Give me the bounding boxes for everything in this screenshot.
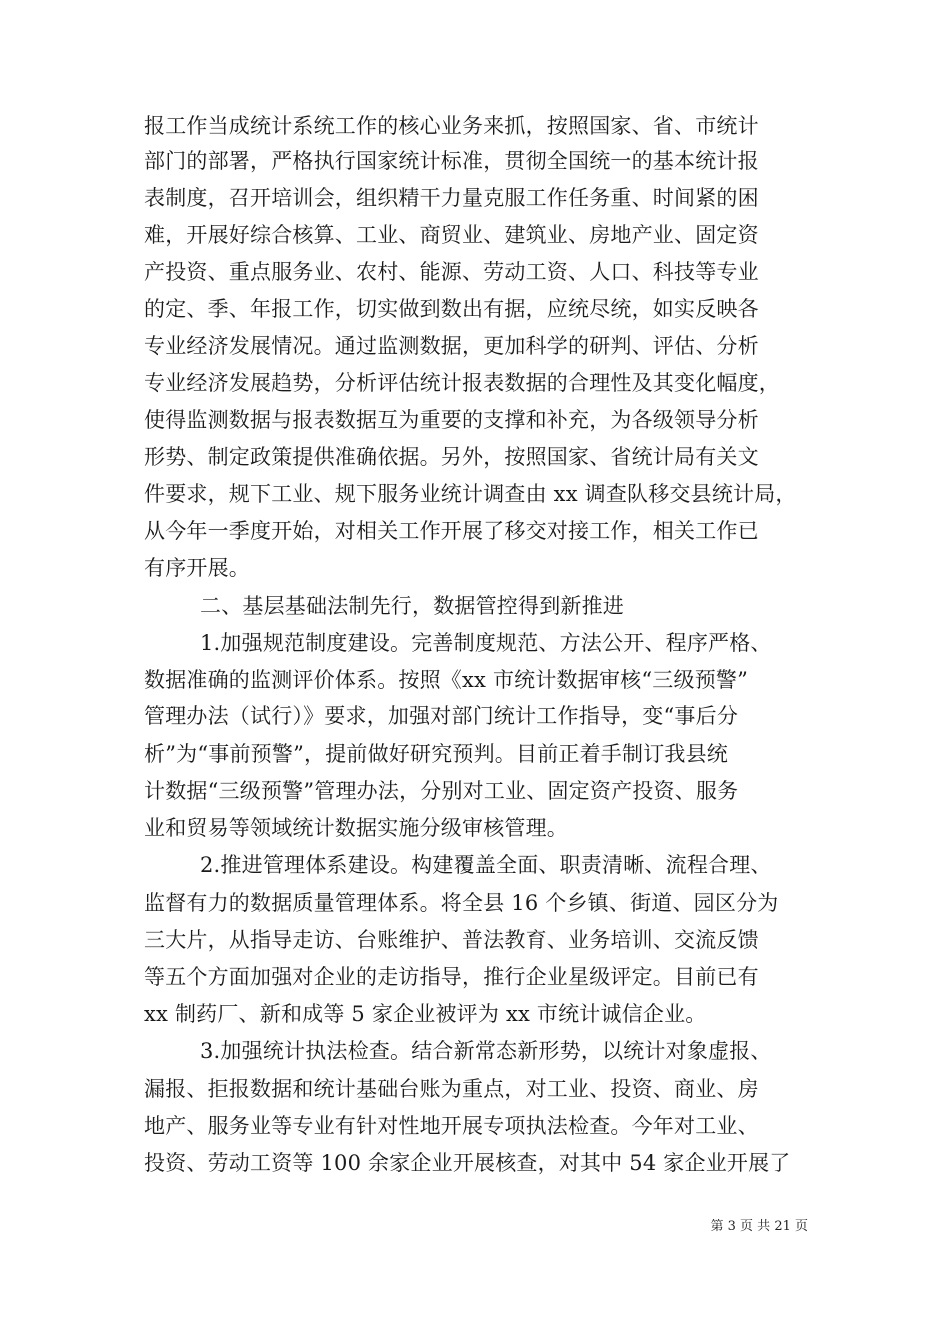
text-line: 1.加强规范制度建设。完善制度规范、方法公开、程序严格、 bbox=[200, 631, 772, 655]
text-line: 地产、服务业等专业有针对性地开展专项执法检查。今年对工业、 bbox=[144, 1114, 759, 1138]
text-line: 投资、劳动工资等 100 余家企业开展核查，对其中 54 家企业开展了 bbox=[144, 1151, 791, 1175]
text-line: 产投资、重点服务业、农村、能源、劳动工资、人口、科技等专业 bbox=[144, 260, 759, 284]
text-line: 析”为“事前预警”，提前做好研究预判。目前正着手制订我县统 bbox=[144, 742, 729, 766]
text-line: 的定、季、年报工作，切实做到数出有据，应统尽统，如实反映各 bbox=[144, 297, 759, 321]
text-line: 有序开展。 bbox=[144, 556, 250, 580]
text-line: 计数据“三级预警”管理办法，分别对工业、固定资产投资、服务 bbox=[144, 779, 739, 803]
text-line: 漏报、拒报数据和统计基础台账为重点，对工业、投资、商业、房 bbox=[144, 1077, 759, 1101]
text-line: 管理办法（试行）》要求，加强对部门统计工作指导，变“事后分 bbox=[144, 704, 739, 728]
text-line: 三大片，从指导走访、台账维护、普法教育、业务培训、交流反馈 bbox=[144, 928, 759, 952]
text-line: 报工作当成统计系统工作的核心业务来抓，按照国家、省、市统计 bbox=[144, 114, 759, 138]
text-line: 二、基层基础法制先行，数据管控得到新推进 bbox=[200, 594, 624, 618]
text-line: 部门的部署，严格执行国家统计标准，贯彻全国统一的基本统计报 bbox=[144, 149, 759, 173]
text-line: 等五个方面加强对企业的走访指导，推行企业星级评定。目前已有 bbox=[144, 965, 759, 989]
text-line: xx 制药厂、新和成等 5 家企业被评为 xx 市统计诚信企业。 bbox=[144, 1002, 707, 1026]
text-line: 监督有力的数据质量管理体系。将全县 16 个乡镇、街道、园区分为 bbox=[144, 891, 779, 915]
text-line: 业和贸易等领域统计数据实施分级审核管理。 bbox=[144, 816, 568, 840]
text-line: 表制度，召开培训会，组织精干力量克服工作任务重、时间紧的困 bbox=[144, 186, 759, 210]
text-line: 形势、制定政策提供准确依据。另外，按照国家、省统计局有关文 bbox=[144, 445, 759, 469]
page-number-footer: 第 3 页 共 21 页 bbox=[710, 1219, 808, 1234]
text-line: 难，开展好综合核算、工业、商贸业、建筑业、房地产业、固定资 bbox=[144, 223, 759, 247]
text-line: 3.加强统计执法检查。结合新常态新形势，以统计对象虚报、 bbox=[200, 1039, 772, 1063]
text-line: 数据准确的监测评价体系。按照《xx 市统计数据审核“三级预警” bbox=[144, 668, 749, 692]
text-line: 使得监测数据与报表数据互为重要的支撑和补充，为各级领导分析 bbox=[144, 408, 759, 432]
text-line: 件要求，规下工业、规下服务业统计调查由 xx 调查队移交县统计局， bbox=[144, 482, 797, 506]
text-line: 从今年一季度开始，对相关工作开展了移交对接工作，相关工作已 bbox=[144, 519, 759, 543]
text-line: 专业经济发展情况。通过监测数据，更加科学的研判、评估、分析 bbox=[144, 334, 759, 358]
text-line: 2.推进管理体系建设。构建覆盖全面、职责清晰、流程合理、 bbox=[200, 853, 772, 877]
text-line: 专业经济发展趋势，分析评估统计报表数据的合理性及其变化幅度， bbox=[144, 371, 780, 395]
